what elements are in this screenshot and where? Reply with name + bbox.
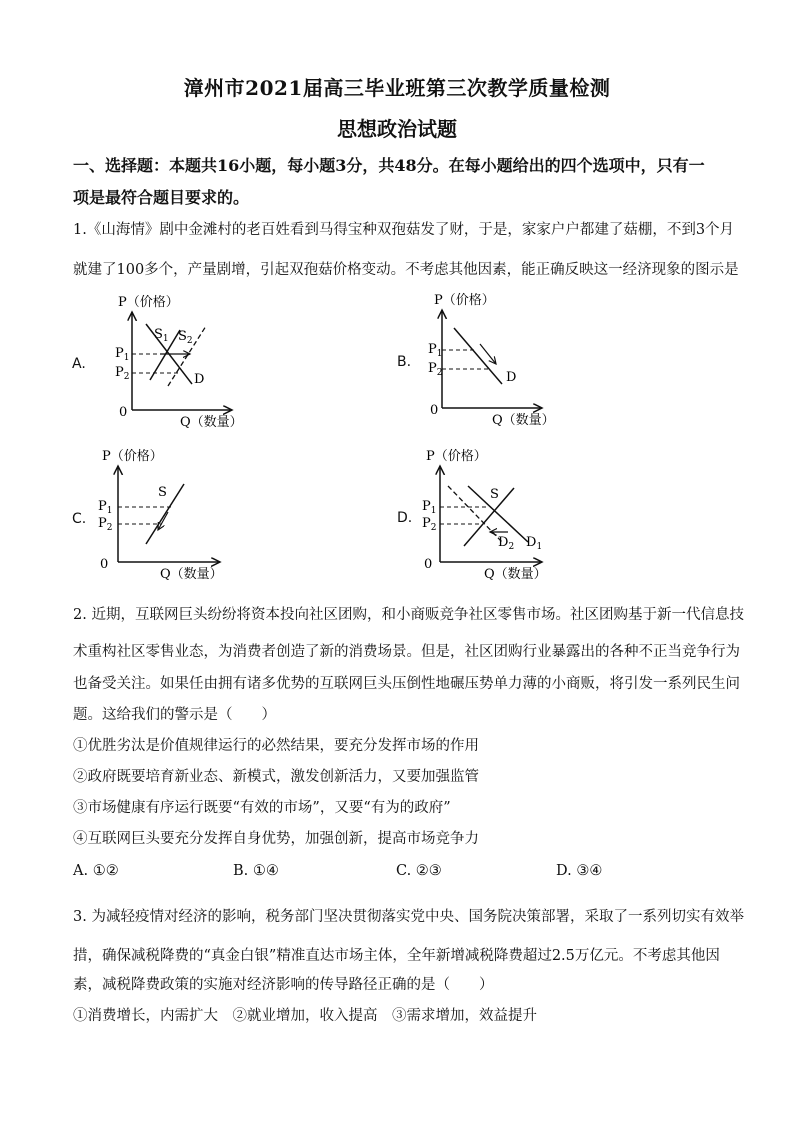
q2-text-line2: 术重构社区零售业态，为消费者创造了新的消费场景。但是，社区团购行业暴露出的各种不正当竞争行为 (73, 644, 740, 660)
q2-option-b[interactable]: B. ①④ (233, 863, 279, 879)
q2-text-line4: 题。这给我们的警示是（ ） (73, 707, 276, 723)
graph-d-option: D. (397, 510, 413, 526)
graph-b-curve-d (454, 328, 502, 384)
q3-text-line4: ①消费增长，内需扩大 ②就业增加，收入提高 ③需求增加，效益提升 (73, 1008, 537, 1024)
graph-a-origin: 0 (119, 405, 128, 420)
q2-item-1: ①优胜劣汰是价值规律运行的必然结果，要充分发挥市场的作用 (73, 738, 479, 754)
q1-text-line1: 1.《山海情》剧中金滩村的老百姓看到马得宝种双孢菇发了财，于是，家家户户都建了菇棚，不到3个月 (73, 222, 735, 238)
graph-a-y-label: P（价格） (118, 295, 179, 310)
graph-a-d-label: D (194, 372, 205, 387)
q3-text-line1: 3. 为减轻疫情对经济的影响，税务部门坚决贯彻落实党中央、国务院决策部署，采取了一系列切实有效举 (73, 909, 744, 925)
graph-a-s1-label: $S_1$ (154, 327, 169, 344)
graph-d-origin: 0 (424, 557, 433, 572)
graph-d-d1-label: $D_1$ (526, 535, 543, 552)
graph-a-p2-label: $P_2$ (115, 365, 130, 382)
graph-d-s-label: S (490, 487, 499, 502)
graph-c-s-label: S (158, 485, 167, 500)
q2-item-4: ④互联网巨头要充分发挥自身优势，加强创新，提高市场竞争力 (73, 831, 479, 847)
graph-c-option: C. (72, 511, 87, 527)
q2-option-c[interactable]: C. ②③ (396, 863, 442, 879)
graph-d-p2-label: $P_2$ (422, 516, 437, 533)
graph-b-p2-label: $P_2$ (428, 361, 443, 378)
graph-c-move-arrow (158, 512, 168, 530)
section-heading-line1: 一、选择题：本题共16小题，每小题3分，共48分。在每小题给出的四个选项中，只有一 (73, 156, 705, 175)
graph-c-y-label: P（价格） (102, 449, 163, 464)
subject-title: 思想政治试题 (337, 117, 457, 141)
graph-b (420, 288, 560, 433)
graph-d-d2-label: $D_2$ (498, 535, 515, 552)
q1-text-line2: 就建了100多个，产量剧增，引起双孢菇价格变动。不考虑其他因素，能正确反映这一经济现象的图示是 (73, 262, 739, 278)
graph-b-y-label: P（价格） (434, 293, 495, 308)
q2-item-2: ②政府既要培育新业态、新模式，激发创新活力，又要加强监管 (73, 769, 479, 785)
graph-c-origin: 0 (100, 557, 109, 572)
q2-text-line3: 也备受关注。如果任由拥有诸多优势的互联网巨头压倒性地碾压势单力薄的小商贩，将引发一系列民生问 (73, 676, 740, 692)
graph-b-origin: 0 (430, 403, 439, 418)
graph-b-x-label: Q（数量） (492, 413, 555, 428)
graph-a-s2-label: $S_2$ (178, 329, 193, 346)
graph-b-d-label: D (506, 370, 517, 385)
graph-a-option: A. (72, 356, 86, 372)
graph-d (418, 446, 558, 591)
graph-c (96, 446, 236, 591)
q2-text-line1: 2. 近期，互联网巨头纷纷将资本投向社区团购，和小商贩竞争社区零售市场。社区团购基于新一代信息技 (73, 607, 744, 623)
graph-d-p1-label: $P_1$ (422, 499, 437, 516)
graph-c-p2-label: $P_2$ (98, 516, 113, 533)
q2-option-a[interactable]: A. ①② (73, 863, 119, 879)
graph-a (110, 290, 250, 435)
graph-d-x-label: Q（数量） (484, 567, 547, 582)
section-heading-line2: 项是最符合题目要求的。 (73, 188, 250, 207)
graph-b-option: B. (397, 354, 412, 370)
q2-option-d[interactable]: D. ③④ (556, 863, 603, 879)
graph-a-p1-label: $P_1$ (115, 346, 130, 363)
q2-item-3: ③市场健康有序运行既要“有效的市场”，又要“有为的政府” (73, 800, 451, 816)
graph-c-p1-label: $P_1$ (98, 499, 113, 516)
graph-c-x-label: Q（数量） (160, 567, 223, 582)
graph-a-x-label: Q（数量） (180, 415, 243, 430)
exam-title: 漳州市2021届高三毕业班第三次教学质量检测 (183, 76, 611, 100)
graph-b-p1-label: $P_1$ (428, 342, 443, 359)
q3-text-line3: 素，减税降费政策的实施对经济影响的传导路径正确的是（ ） (73, 977, 494, 993)
q3-text-line2: 措，确保减税降费的“真金白银”精准直达市场主体，全年新增减税降费超过2.5万亿元。不考虑其他因 (73, 948, 720, 964)
graph-d-y-label: P（价格） (426, 449, 487, 464)
